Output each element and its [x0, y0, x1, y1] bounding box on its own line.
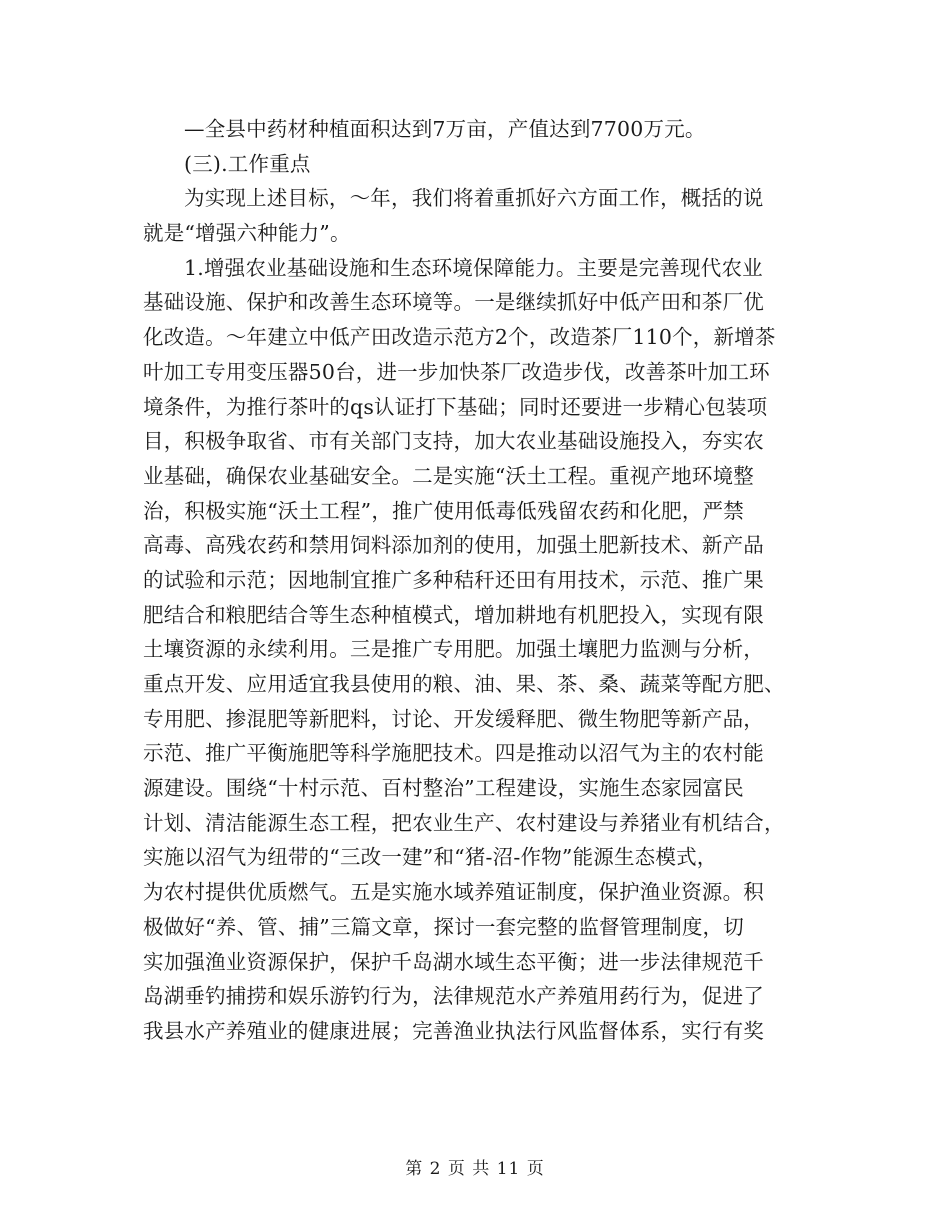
text-line-11: 业基础，确保农业基础安全。二是实施“沃土工程。重视产地环境整 [143, 463, 754, 488]
text-line-3: 为实现上述目标，～年，我们将着重抓好六方面工作，概括的说 [184, 186, 764, 211]
text-line-25: 实加强渔业资源保护，保护千岛湖水域生态平衡；进一步法律规范千 [143, 949, 764, 974]
text-line-22: 实施以沼气为纽带的“三改一建”和“猪-沼-作物”能源生态模式， [143, 845, 718, 870]
text-line-26: 岛湖垂钓捕捞和娱乐游钓行为，法律规范水产养殖用药行为，促进了 [143, 984, 764, 1009]
text-line-13: 高毒、高残农药和禁用饲料添加剂的使用，加强土肥新技术、新产品 [143, 533, 764, 558]
text-line-19: 示范、推广平衡施肥等科学施肥技术。四是推动以沼气为主的农村能 [143, 741, 764, 766]
text-line-20: 源建设。围绕“十村示范、百村整治”工程建设，实施生态家园富民 [143, 776, 744, 801]
text-line-15: 肥结合和粮肥结合等生态种植模式，增加耕地有机肥投入，实现有限 [143, 602, 764, 627]
page-number-footer: 第 2 页 共 11 页 [405, 1159, 545, 1179]
text-line-17: 重点开发、应用适宜我县使用的粮、油、果、茶、桑、蔬菜等配方肥、 [143, 672, 785, 696]
text-line-4: 就是“增强六种能力”。 [143, 221, 351, 246]
section-heading: (三).工作重点 [184, 151, 311, 176]
text-line-16: 土壤资源的永续利用。三是推广专用肥。加强土壤肥力监测与分析， [143, 637, 764, 662]
text-line-21: 计划、清洁能源生态工程，把农业生产、农村建设与养猪业有机结合， [143, 810, 785, 835]
text-line-27: 我县水产养殖业的健康进展；完善渔业执法行风监督体系，实行有奖 [143, 1018, 764, 1043]
text-line-14: 的试验和示范；因地制宜推广多种秸秆还田有用技术，示范、推广果 [143, 567, 764, 592]
document-body [143, 112, 803, 1049]
text-line-10: 目，积极争取省、市有关部门支持，加大农业基础设施投入，夯实农 [143, 429, 764, 454]
text-line-23: 为农村提供优质燃气。五是实施水域养殖证制度，保护渔业资源。积 [143, 880, 764, 905]
text-line-6: 基础设施、保护和改善生态环境等。一是继续抓好中低产田和茶厂优 [143, 290, 764, 315]
text-line-24: 极做好“养、管、捕”三篇文章，探讨一套完整的监督管理制度，切 [143, 914, 744, 939]
text-line-12: 治，积极实施“沃土工程”，推广使用低毒低残留农药和化肥，严禁 [143, 498, 744, 523]
text-line-18: 专用肥、掺混肥等新肥料，讨论、开发缓释肥、微生物肥等新产品， [143, 706, 764, 731]
text-line-9: 境条件，为推行茶叶的qs认证打下基础；同时还要进一步精心包装项 [143, 394, 768, 419]
text-line-1: —全县中药材种植面积达到7万亩，产值达到7700万元。 [184, 117, 706, 141]
text-line-5: 1.增强农业基础设施和生态环境保障能力。主要是完善现代农业 [184, 255, 763, 280]
text-line-7: 化改造。～年建立中低产田改造示范方2个，改造茶厂110个，新增茶 [143, 325, 776, 350]
text-line-8: 叶加工专用变压器50台，进一步加快茶厂改造步伐，改善茶叶加工环 [143, 359, 770, 384]
